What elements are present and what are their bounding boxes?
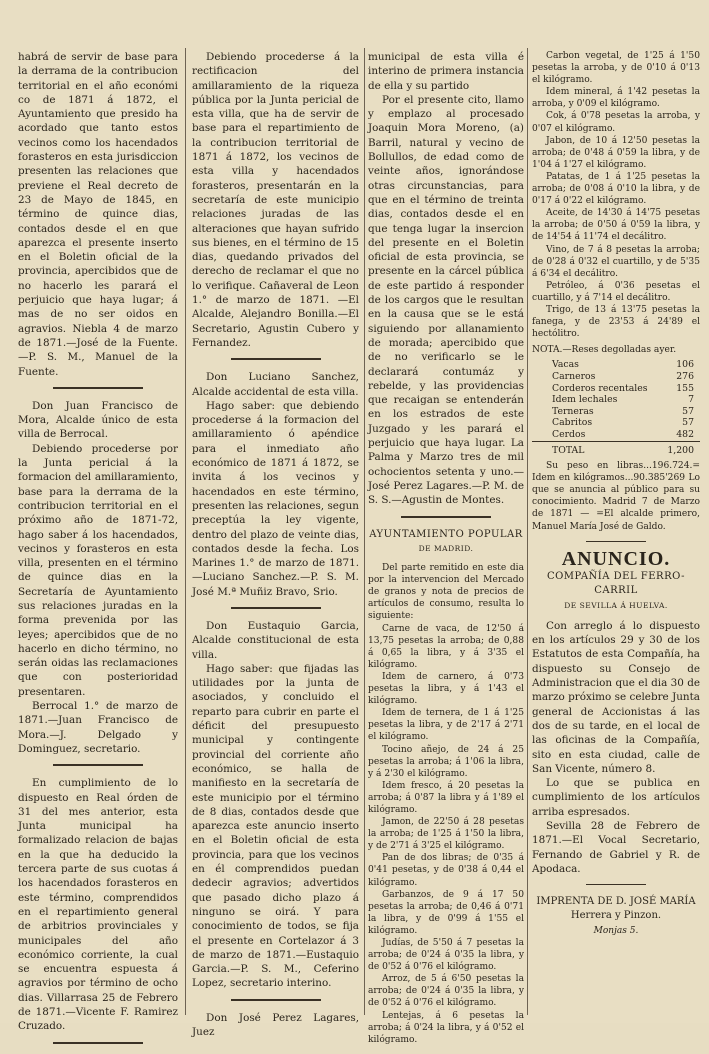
price-item: Idem de carnero, á 0'73 pesetas la libra, y á 1'43 el kilógramo.: [368, 671, 524, 707]
separator: [586, 541, 646, 542]
printer-line: IMPRENTA DE D. JOSÉ MARÍA Herrera y Pinzon.: [536, 896, 696, 922]
announcement-publish: Lo que se publica en cumplimiento de los artículos arriba espresados.: [532, 777, 700, 818]
price-list: [368, 623, 524, 1046]
reses-value: 106: [676, 359, 694, 371]
notice-juez-heading: Don José Perez Lagares, Juez: [192, 1011, 359, 1038]
price-item: Trigo, de 13 á 13'75 pesetas la fanega, y de 23'53 á 24'89 el hectólitro.: [532, 304, 700, 340]
total-label: TOTAL: [532, 441, 636, 456]
announcement-title: ANUNCIO.: [561, 547, 671, 570]
separator: [231, 999, 321, 1001]
section-subheading: DE MADRID.: [418, 543, 474, 553]
price-item: Petróleo, á 0'36 pesetas el cuartillo, y á 7'14 el decálitro.: [532, 280, 700, 303]
column-rule: [527, 48, 528, 1015]
price-item: Carne de vaca, de 12'50 á 13,75 pesetas la arroba; de 0,88 á 0,65 la libra, y á 3'35 el kilógramo.: [368, 623, 524, 670]
price-item: Idem de ternera, de 1 á 1'25 pesetas la libra, y de 2'17 á 2'71 el kilógramo.: [368, 708, 524, 743]
reses-row: [532, 394, 700, 406]
column-3: [368, 50, 524, 1046]
column-2: [192, 50, 359, 1039]
reses-table: [532, 359, 700, 440]
reses-row: [532, 429, 700, 441]
reses-name: Idem lechales: [552, 394, 618, 406]
announcement-sign: Sevilla 28 de Febrero de 1871.—El Vocal Secretario, Fernando de Gabriel y R. de Apodaca.: [532, 820, 700, 875]
notice-berrocal-body: Debiendo procederse por la Junta pericial á la formacion del amillaramiento, base para la derrama de la contribucion territorial en el próximo año de 1871-72, hago saber á los hacendados, vecinos y forasteros en esta villa, presenten en el término de quince dias en la Secretaría de Ayuntamiento sus relaciones juradas en la forma prevenida por las leyes; apercibidos que de no hacerlo en dicho término, no serán oidas las reclamaciones que con posterioridad presentaren.: [18, 442, 178, 698]
separator: [231, 607, 321, 609]
price-item: Cok, á 0'78 pesetas la arroba, y 0'07 el kilógramo.: [532, 111, 700, 134]
separator: [53, 1042, 143, 1044]
notice-cortelazor-heading: Don Eustaquio Garcia, Alcalde constitucional de esta villa.: [192, 619, 359, 661]
notice-cortelazor-body: Hago saber: que fijadas las utilidades por la junta de asociados, y concluido el reparto para cubrir en parte el déficit del presupuesto municipal y contingente provincial del corriente año económico, se halla de manifiesto en la secretaría de este municipio por el término de 8 dias, contados desde que aparezca este anuncio inserto en el Boletin oficial de esta provincia, para que los vecinos en él comprendidos puedan dedecir agravios; advertidos que pasado dicho plazo á ninguno se oirá. Y para conocimiento de todos, se fija el presente en Cortelazor á 3 de marzo de 1871.—Eustaquio Garcia.—P. S. M., Ceferino Lopez, secretario interino.: [192, 662, 359, 990]
reses-value: 57: [682, 405, 694, 417]
price-item: Aceite, de 14'30 á 14'75 pesetas la arroba; de 0'50 á 0'59 la libra, y de 14'54 á 11'74 el decálitro.: [532, 208, 700, 243]
price-item: Judías, de 5'50 á 7 pesetas la arroba; de 0'24 á 0'35 la libra, y de 0'52 á 0'76 el kilógramo.: [368, 938, 524, 973]
market-intro: Del parte remitido en este dia por la intervencion del Mercado de granos y nota de precios de artículos de consumo, resulta lo siguiente:: [368, 563, 524, 622]
price-item: Idem fresco, á 20 pesetas la arroba; á 0'87 la libra y á 1'89 el kilógramo.: [368, 780, 524, 815]
price-item: Arroz, de 5 á 6'50 pesetas la arroba; de 0'24 á 0'35 la libra, y de 0'52 á 0'76 el kilógramo.: [368, 974, 524, 1009]
section-heading: AYUNTAMIENTO POPULAR: [369, 528, 523, 540]
reses-row: [532, 371, 700, 383]
column-rule: [364, 48, 365, 1015]
separator: [53, 387, 143, 389]
separator: [231, 358, 321, 360]
reses-summary: Su peso en libras...196.724.= Idem en kilógramos...90.385'269 Lo que se anuncia al público para su conocimiento. Madrid 7 de Marzo de 1871 — =El alcalde primero, Manuel María José de Galdo.: [532, 461, 700, 532]
reses-row: [532, 417, 700, 429]
company-name: COMPAÑÍA DEL FERRO-CARRIL: [546, 570, 686, 597]
price-item: Lentejas, á 6 pesetas la arroba; á 0'24 la libra, y á 0'52 el kilógramo.: [368, 1010, 524, 1045]
price-item: Jamon, de 22'50 á 28 pesetas la arroba; de 1'25 á 1'50 la libra, y de 2'71 á 3'25 el kilógramo.: [368, 817, 524, 852]
reses-value: 7: [688, 394, 694, 406]
price-item: Vino, de 7 á 8 pesetas la arroba; de 0'28 á 0'32 el cuartillo, y de 5'35 á 6'34 el decálitro.: [532, 244, 700, 279]
reses-name: Cerdos: [552, 428, 586, 440]
reses-value: 276: [676, 370, 694, 382]
separator: [53, 764, 143, 766]
reses-row: [532, 383, 700, 395]
separator: [401, 516, 491, 518]
reses-value: 155: [676, 382, 694, 394]
printer-address: Monjas 5.: [593, 925, 639, 936]
reses-row: [532, 359, 700, 371]
reses-value: 482: [676, 428, 694, 440]
price-item: Patatas, de 1 á 1'25 pesetas la arroba; de 0'08 á 0'10 la libra, y de 0'17 á 0'22 el kilógramo.: [532, 171, 700, 207]
notice-emplazamiento: Por el presente cito, llamo y emplazo al procesado Joaquin Mora Moreno, (a) Barril, natural y vecino de Bollullos, de edad como de veinte años, ignorándose otras circunstancias, para que en el término de treinta dias, contados desde el en que tenga lugar la insercion del presente en el Boletin oficial de esta provincia, se presente en la cárcel pública de este partido á responder de los cargos que le resultan en la causa que se le está siguiendo por allanamiento de morada; apercibido que de no verificarlo se le declarará contumáz y rebelde, y las providencias que recaigan se entenderán en los estrados de este Juzgado y les parará el perjuicio que haya lugar. La Palma y Marzo tres de mil ochocientos setenta y uno.—José Perez Lagares.—P. M. de S. S.—Agustin de Montes.: [368, 93, 524, 507]
reses-name: Vacas: [552, 359, 579, 371]
price-item: Pan de dos libras; de 0'35 á 0'41 pesetas, y de 0'38 á 0,44 el kilógramo.: [368, 853, 524, 888]
notice-juez-continued: municipal de esta villa é interino de primera instancia de ella y su partido: [368, 51, 524, 92]
notice-villarrasa: En cumplimiento de lo dispuesto en Real órden de 31 del mes anterior, esta Junta municipal ha formalizado relacion de bajas en la que ha deducido la tercera parte de sus cuotas á los hacendados forasteros en este término, comprendidos en el repartimiento general de arbitrios provinciales y municipales del año económico corriente, la cual se encuentra espuesta á agravios por término de ocho dias. Villarrasa 25 de Febrero de 1871.—Vicente F. Ramirez Cruzado.: [18, 777, 178, 1033]
price-item: Carbon vegetal, de 1'25 á 1'50 pesetas la arroba, y de 0'10 á 0'13 el kilógramo.: [532, 51, 700, 86]
reses-total: [532, 441, 700, 457]
total-value: 1,200: [636, 441, 700, 456]
notice-niebla: habrá de servir de base para la derrama de la contribucion territorial en el año económi co de 1871 á 1872, el Ayuntamiento que presido ha acordado que tanto estos vecinos como los hacendados forasteros en esta jurisdiccion presenten las relaciones que previene el Real decreto de 23 de Mayo de 1845, en término de quince dias, contados desde el en que aparezca el presente inserto en el Boletin oficial de la provincia, apercibidos que de no hacerlo les parará el perjuicio que haya lugar; á mas de no ser oidos en agravios. Niebla 4 de marzo de 1871.—José de la Fuente.—P. S. M., Manuel de la Fuente.: [18, 51, 178, 378]
price-item: Jabon, de 10 á 12'50 pesetas la arroba; de 0'48 á 0'59 la libra, y de 1'04 á 1'27 el kilógramo.: [532, 135, 700, 170]
price-item: Idem mineral, á 1'42 pesetas la arroba, y 0'09 el kilógramo.: [532, 87, 700, 110]
announcement-body: Con arreglo á lo dispuesto en los artículos 29 y 30 de los Estatutos de esta Compañía, ha dispuesto su Consejo de Administracion que el dia 30 de marzo próximo se celebre Junta general de Accionistas á las dos de su tarde, en el local de las oficinas de la Compañía, sito en esta ciudad, calle de San Vicente, número 8.: [532, 619, 700, 775]
company-subtitle: DE SEVILLA Á HUELVA.: [564, 600, 668, 610]
reses-name: Terneras: [552, 405, 594, 417]
price-item: Garbanzos, de 9 á 17 50 pesetas la arroba; de 0,46 á 0'71 la libra, y de 0'99 á 1'55 el kilógramo.: [368, 889, 524, 936]
reses-value: 57: [682, 417, 694, 429]
reses-name: Cabritos: [552, 417, 593, 429]
price-list: [532, 50, 700, 340]
column-rule: [185, 48, 186, 1015]
reses-name: Corderos recentales: [552, 382, 648, 394]
notice-berrocal-sign: Berrocal 1.° de marzo de 1871.—Juan Francisco de Mora.—J. Delgado y Dominguez, secretario.: [18, 700, 178, 755]
notice-marines-body: Hago saber: que debiendo procederse á la formacion del amillaramiento ó apéndice para el inmediato año económico de 1871 á 1872, se invita á los vecinos y hacendados en este término, presenten las relaciones, segun preceptúa la ley vigente, dentro del plazo de veinte dias, contados desde la fecha. Los Marines 1.° de marzo de 1871.—Luciano Sanchez.—P. S. M. José M.ª Muñiz Bravo, Srio.: [192, 399, 359, 598]
price-item: Tocino añejo, de 24 á 25 pesetas la arroba; á 1'06 la libra, y á 2'30 el kilógramo.: [368, 744, 524, 779]
separator: [586, 884, 646, 885]
notice-canaveral: Debiendo procederse á la rectificacion del amillaramiento de la riqueza pública por la Junta pericial de esta villa, que ha de servir de base para el repartimiento de la contribucion territorial de 1871 á 1872, los vecinos de esta villa y hacendados forasteros, presentarán en la secretaría de este municipio relaciones juradas de las alteraciones que hayan sufrido sus bienes, en el término de 15 dias, quedando privados del derecho de reclamar el que no lo verifique. Cañaveral de Leon 1.° de marzo de 1871. —El Alcalde, Alejandro Bonilla.—El Secretario, Agustin Cubero y Fernandez.: [192, 51, 359, 349]
column-1: [18, 50, 178, 1054]
column-4: [532, 50, 700, 938]
reses-name: Carneros: [552, 370, 596, 382]
reses-note: NOTA.—Reses degolladas ayer.: [532, 345, 677, 356]
notice-berrocal-heading: Don Juan Francisco de Mora, Alcalde único de esta villa de Berrocal.: [18, 399, 178, 441]
reses-row: [532, 406, 700, 418]
notice-marines-heading: Don Luciano Sanchez, Alcalde accidental de esta villa.: [192, 371, 359, 398]
